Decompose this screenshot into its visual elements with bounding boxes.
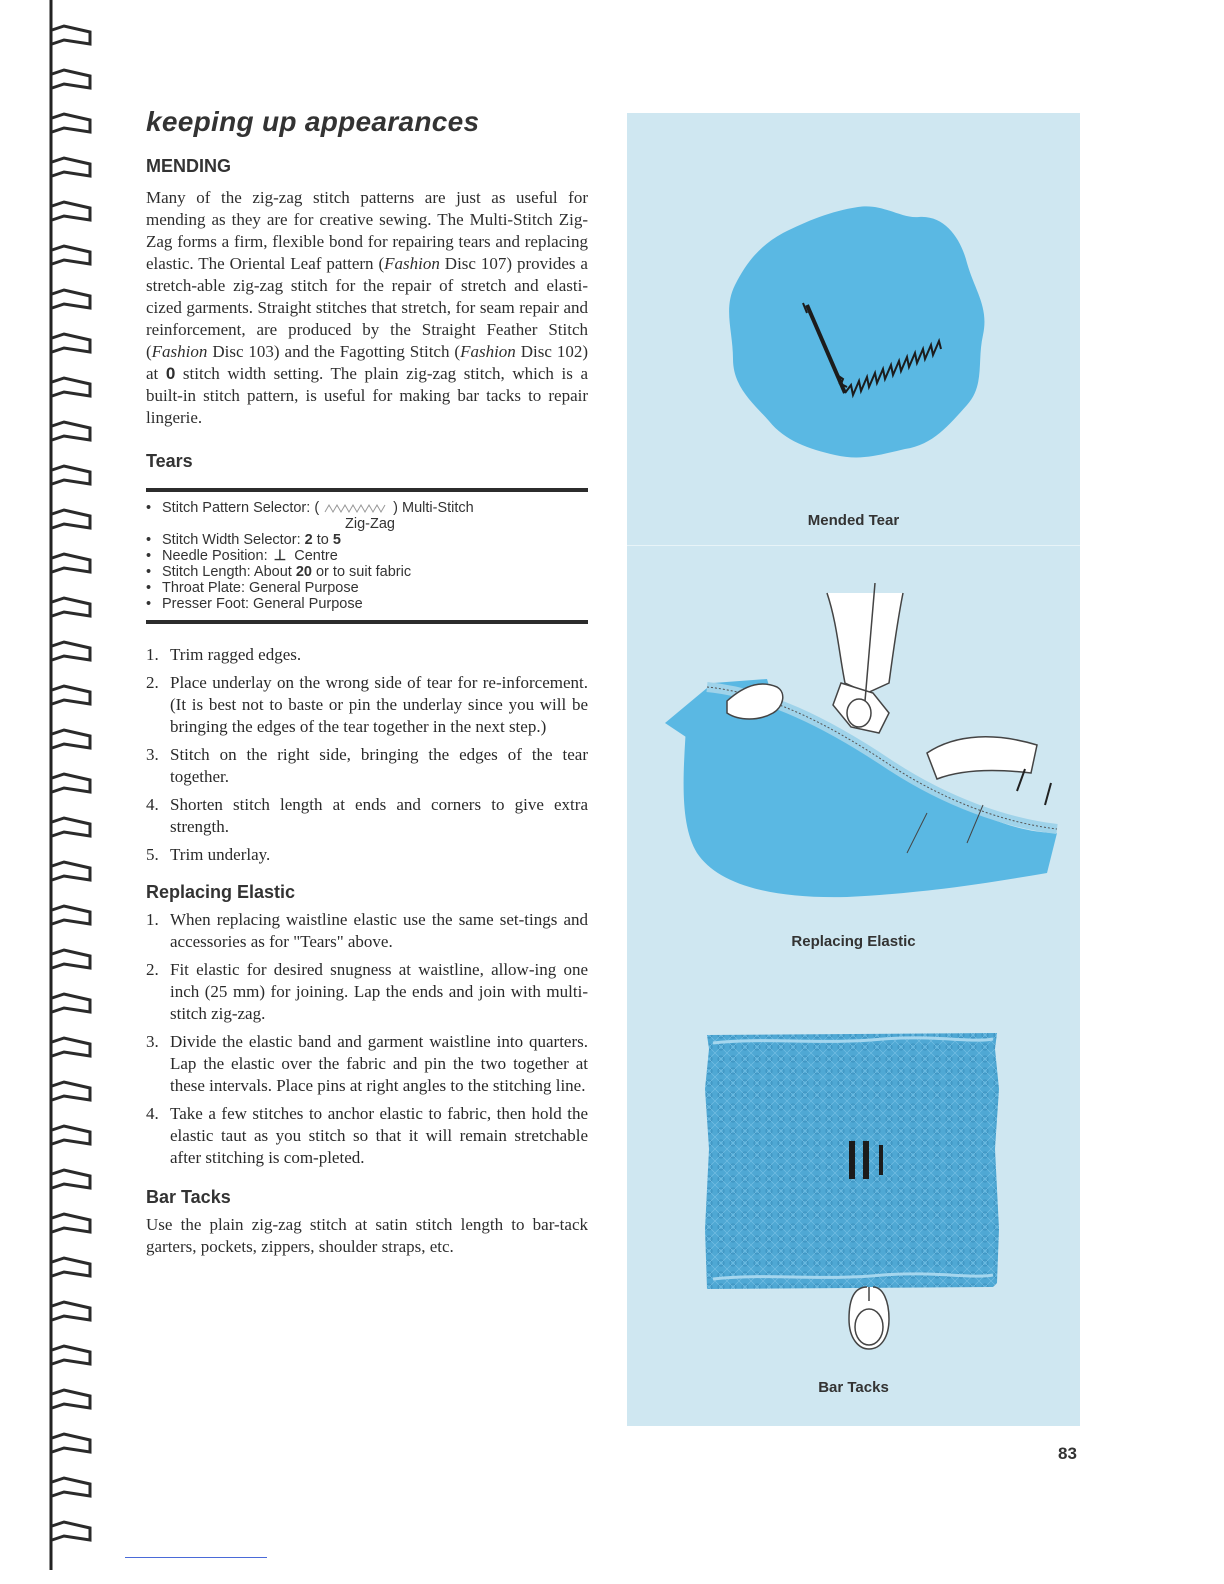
list-item: 3. Divide the elastic band and garment waistline into quarters. Lap the elastic over the fabric and pin the two together at these intervals. Place pins at right angles to the stitching line. [146, 1032, 588, 1095]
spiral-loop [52, 334, 90, 352]
spiral-loop [52, 686, 90, 704]
list-item: 4. Shorten stitch length at ends and corners to give extra strength. [146, 795, 588, 836]
mending-heading: MENDING [146, 156, 231, 176]
needle-position-icon: ⊥ [273, 548, 287, 564]
list-item: 3. Stitch on the right side, bringing the edges of the tear together. [146, 745, 588, 786]
elastic-steps [146, 909, 588, 1169]
spiral-loop [52, 466, 90, 484]
list-item: 2. Place underlay on the wrong side of tear for re-inforcement. (It is best not to baste or pin the underlay since you will be bringing the edges of the tear together in the next step.) [146, 673, 588, 736]
mended-tear-illustration [723, 199, 993, 461]
spiral-loop [52, 774, 90, 792]
spiral-loop [52, 290, 90, 308]
spiral-loop [52, 862, 90, 880]
specs-bottom-rule [146, 620, 588, 624]
replacing-elastic-illustration [627, 583, 1080, 903]
list-item: 2. Fit elastic for desired snugness at waistline, allow-ing one inch (25 mm) for joining. Lap the ends and join with multi-stitch zig-zag. [146, 960, 588, 1023]
spiral-loop [52, 1346, 90, 1364]
illustration-panel [627, 113, 1080, 1426]
bar-tacks-illustration [703, 1029, 1003, 1369]
zigzag-stitch-icon [323, 502, 389, 514]
spiral-loop [52, 1082, 90, 1100]
spiral-loop [52, 70, 90, 88]
list-item: 5. Trim underlay. [146, 845, 271, 864]
settings-list [146, 492, 588, 620]
spec-width: • Stitch Width Selector: 2 to 5 [146, 532, 588, 548]
bar-tacks-heading: Bar Tacks [146, 1187, 231, 1207]
spiral-loop [52, 730, 90, 748]
spec-length: • Stitch Length: About 20 or to suit fabric [146, 564, 588, 580]
replacing-elastic-caption: Replacing Elastic [791, 933, 916, 950]
spiral-loop [52, 642, 90, 660]
spiral-loop [52, 1258, 90, 1276]
bar-tacks-text: Use the plain zig-zag stitch at satin stitch length to bar-tack garters, pockets, zippers, shoulder straps, etc. [146, 1215, 588, 1256]
tears-heading: Tears [146, 451, 193, 471]
spiral-loop [52, 1522, 90, 1540]
spiral-loop [52, 1434, 90, 1452]
spiral-binding [0, 0, 100, 1584]
spec-pattern: • Stitch Pattern Selector: ( ) Multi-Stitch Zig-Zag [146, 500, 588, 532]
list-item: 1. Trim ragged edges. [146, 645, 302, 664]
page-title: keeping up appearances [146, 106, 480, 137]
spiral-loop [52, 510, 90, 528]
spiral-loop [52, 114, 90, 132]
list-item: 1. When replacing waistline elastic use the same set-tings and accessories as for "Tears" above. [146, 910, 588, 951]
spiral-loop [52, 1126, 90, 1144]
spiral-loop [52, 554, 90, 572]
spiral-loop [52, 1170, 90, 1188]
spiral-loop [52, 950, 90, 968]
mending-intro: Many of the zig-zag stitch patterns are just as useful for mending as they are for creative sewing. The Multi-Stitch Zig-Zag forms a firm, flexible bond for repairing tears and replacing elastic. The Oriental Leaf pattern (Fashion Disc 107) provides a stretch-able zig-zag stitch for the repair of stretch and elasti-cized garments. Straight stitches that stretch, for seam repair and reinforcement, are produced by the Straight Feather Stitch (Fashion Disc 103) and the Fagotting Stitch (Fashion Disc 102) at 0 stitch width setting. The plain zig-zag stitch, which is a built-in stitch pattern, is useful for making bar tacks to repair lingerie. [146, 188, 588, 427]
spiral-loop [52, 1214, 90, 1232]
spiral-loop [52, 598, 90, 616]
replacing-elastic-heading: Replacing Elastic [146, 882, 296, 902]
mended-tear-caption: Mended Tear [807, 512, 900, 529]
spiral-loop [52, 994, 90, 1012]
spiral-loop [52, 26, 90, 44]
page-number: 83 [1058, 1444, 1077, 1463]
bottom-link-underline [125, 1557, 267, 1558]
spiral-loop [52, 246, 90, 264]
spiral-loop [52, 818, 90, 836]
spiral-loop [52, 1302, 90, 1320]
spec-presser: • Presser Foot: General Purpose [146, 596, 588, 612]
spiral-loop [52, 906, 90, 924]
panel-divider [627, 545, 1080, 546]
bar-tacks-caption: Bar Tacks [818, 1379, 889, 1396]
tears-steps [146, 644, 588, 866]
spiral-loop [52, 378, 90, 396]
spiral-loop [52, 202, 90, 220]
spiral-loop [52, 1038, 90, 1056]
spiral-loop [52, 422, 90, 440]
spec-throat: • Throat Plate: General Purpose [146, 580, 588, 596]
spiral-loop [52, 1390, 90, 1408]
main-column [146, 106, 588, 1258]
spec-needle: • Needle Position: ⊥ Centre [146, 548, 588, 564]
list-item: 4. Take a few stitches to anchor elastic to fabric, then hold the elastic taut as you stitch so that it will remain stretchable after stitching is com-pleted. [146, 1104, 588, 1167]
spiral-loop [52, 158, 90, 176]
spiral-loop [52, 1478, 90, 1496]
